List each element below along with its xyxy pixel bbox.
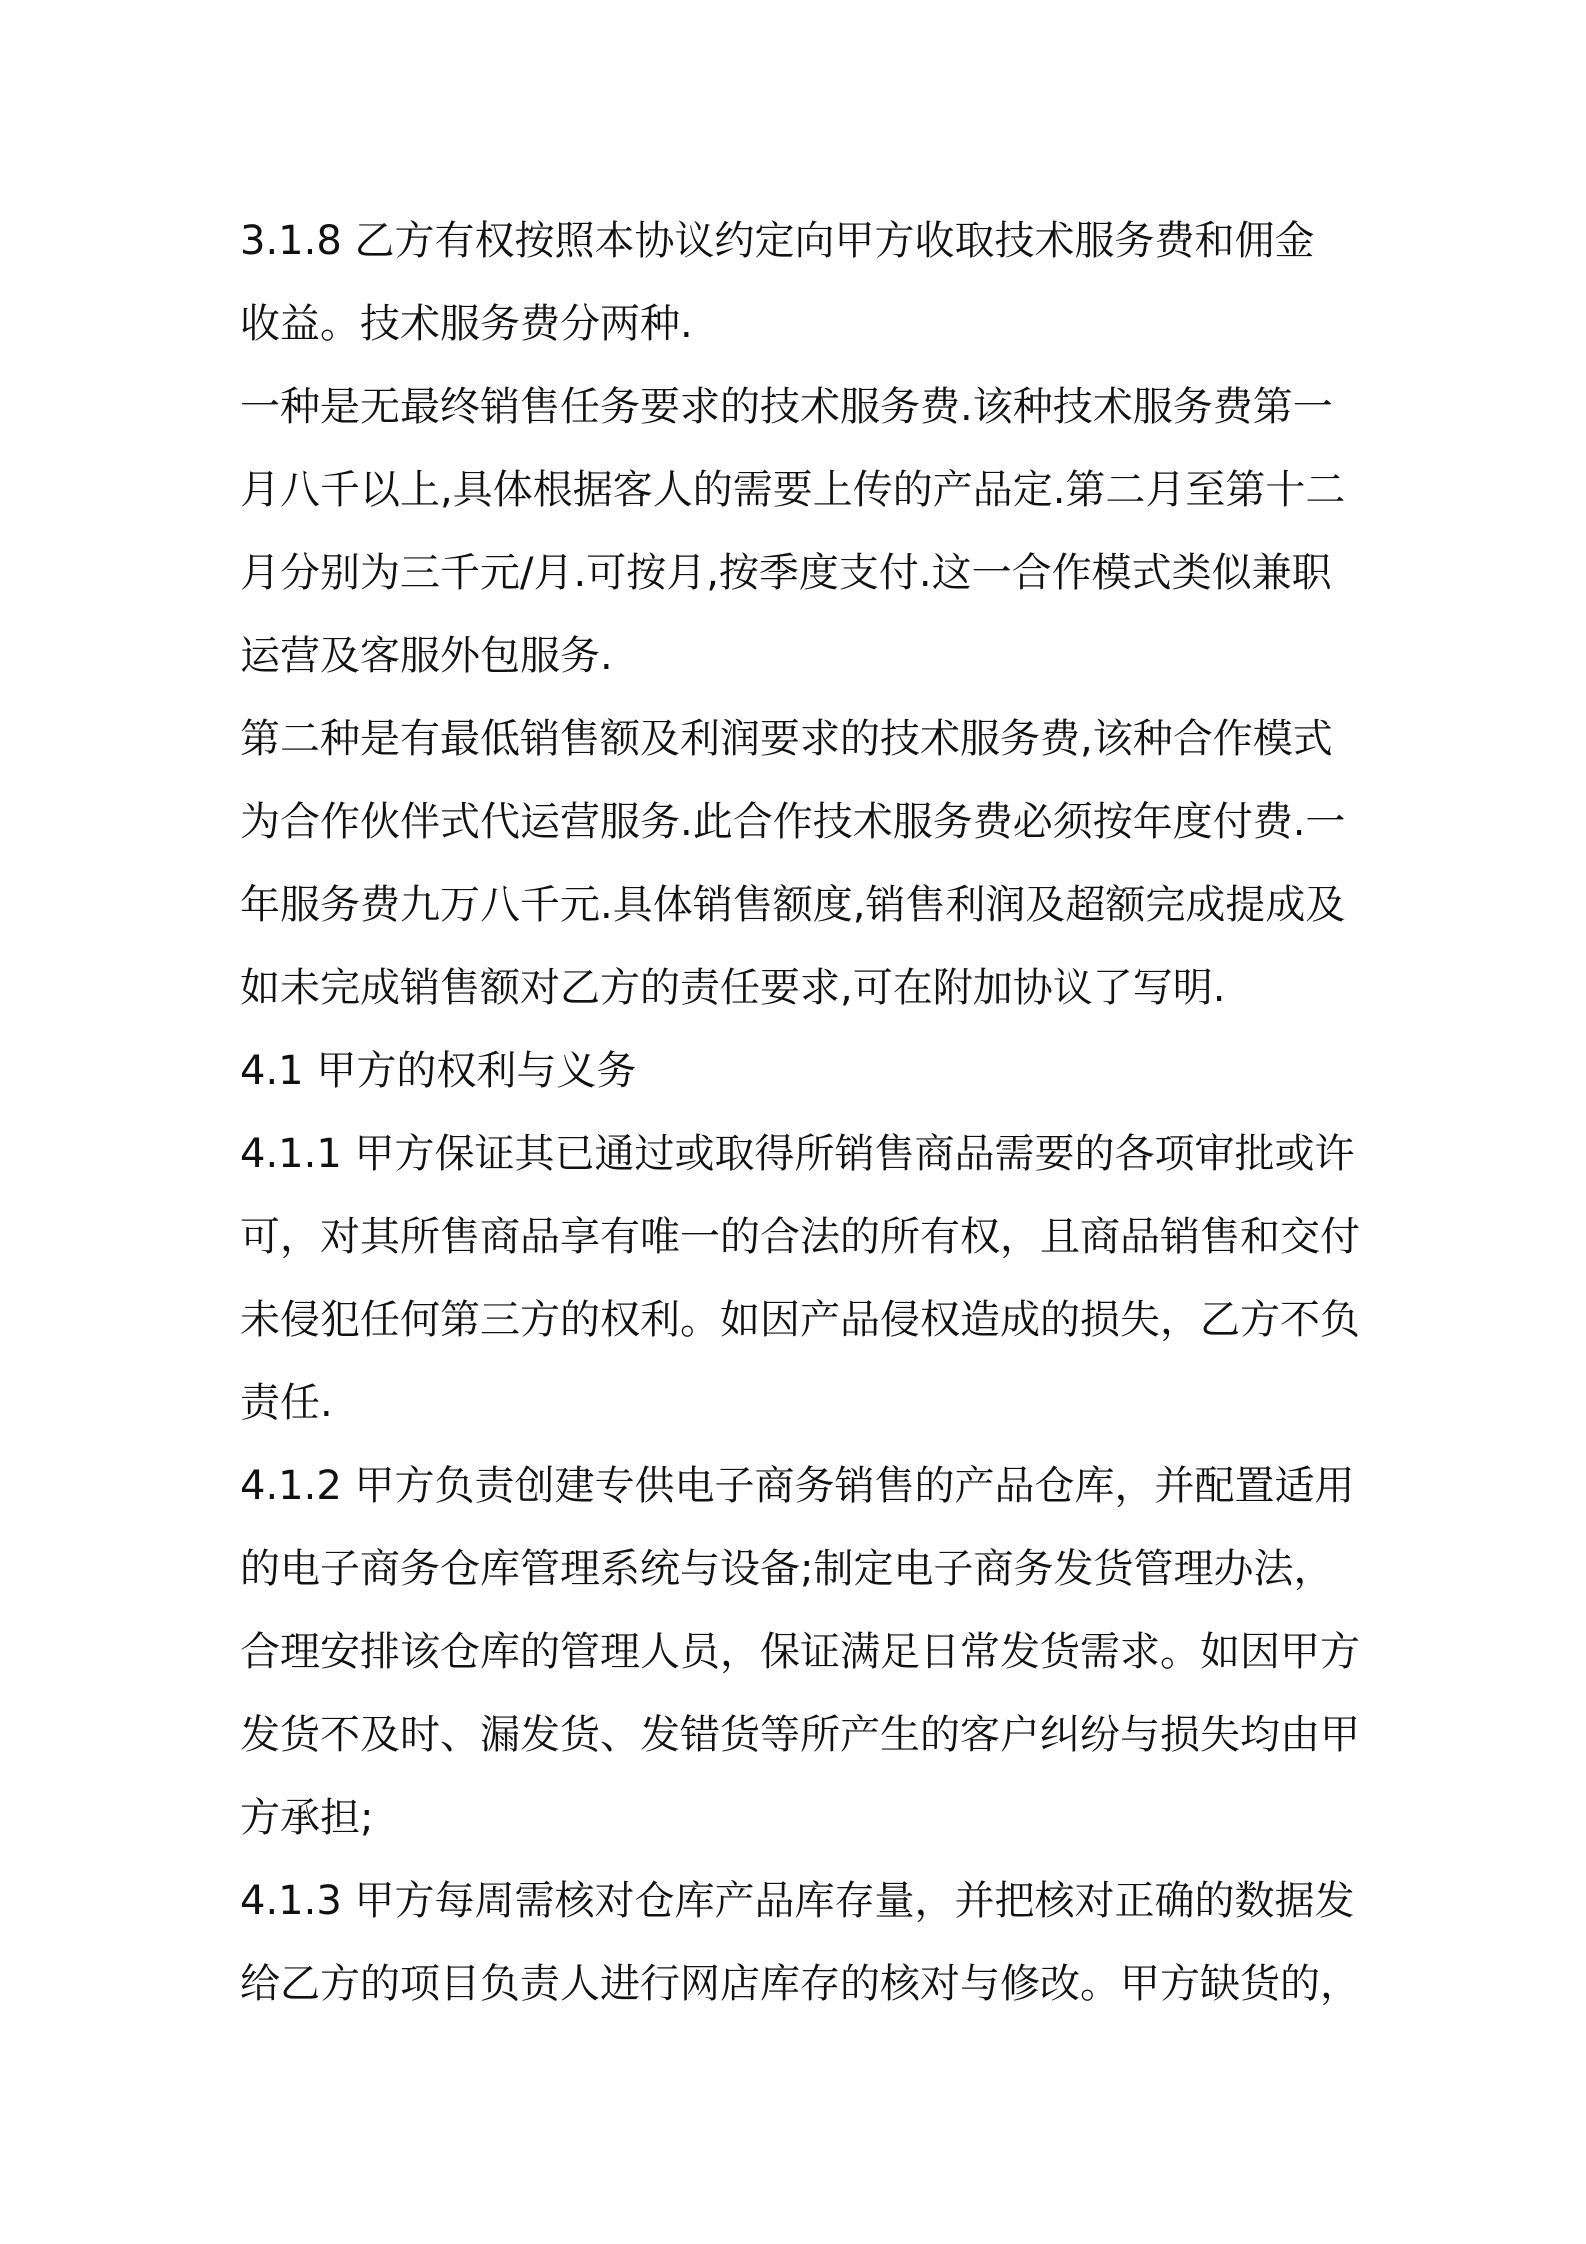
text-line: 为合作伙伴式代运营服务.此合作技术服务费必须按年度付费.一 [240, 799, 1346, 845]
text-line: 收益。技术服务费分两种. [240, 301, 693, 347]
text-line: 月八千以上,具体根据客人的需要上传的产品定.第二月至第十二 [240, 467, 1346, 513]
text-line: 的电子商务仓库管理系统与设备;制定电子商务发货管理办法， [240, 1546, 1334, 1592]
text-line: 月分别为三千元/月.可按月,按季度支付.这一合作模式类似兼职 [240, 550, 1332, 596]
document-body [240, 200, 1360, 2026]
text-line: 4.1.3 甲方每周需核对仓库产品库存量，并把核对正确的数据发 [240, 1878, 1355, 1924]
text-line: 方承担; [240, 1795, 374, 1841]
text-line: 给乙方的项目负责人进行网店库存的核对与修改。甲方缺货的， [240, 1961, 1360, 2007]
text-line: 如未完成销售额对乙方的责任要求,可在附加协议了写明. [240, 965, 1226, 1011]
text-line: 4.1.2 甲方负责创建专供电子商务销售的产品仓库，并配置适用 [240, 1463, 1355, 1509]
text-line: 合理安排该仓库的管理人员，保证满足日常发货需求。如因甲方 [240, 1629, 1360, 1675]
text-line: 责任. [240, 1380, 333, 1426]
text-line: 第二种是有最低销售额及利润要求的技术服务费,该种合作模式 [240, 716, 1333, 762]
text-line: 未侵犯任何第三方的权利。如因产品侵权造成的损失，乙方不负 [240, 1297, 1360, 1343]
text-line: 年服务费九万八千元.具体销售额度,销售利润及超额完成提成及 [240, 882, 1346, 928]
text-line: 3.1.8 乙方有权按照本协议约定向甲方收取技术服务费和佣金 [240, 218, 1315, 264]
section-heading: 4.1 甲方的权利与义务 [240, 1048, 637, 1094]
text-line: 4.1.1 甲方保证其已通过或取得所销售商品需要的各项审批或许 [240, 1131, 1355, 1177]
text-line: 运营及客服外包服务. [240, 633, 613, 679]
text-line: 发货不及时、漏发货、发错货等所产生的客户纠纷与损失均由甲 [240, 1712, 1360, 1758]
text-line: 可，对其所售商品享有唯一的合法的所有权，且商品销售和交付 [240, 1214, 1360, 1260]
text-line: 一种是无最终销售任务要求的技术服务费.该种技术服务费第一 [240, 384, 1333, 430]
